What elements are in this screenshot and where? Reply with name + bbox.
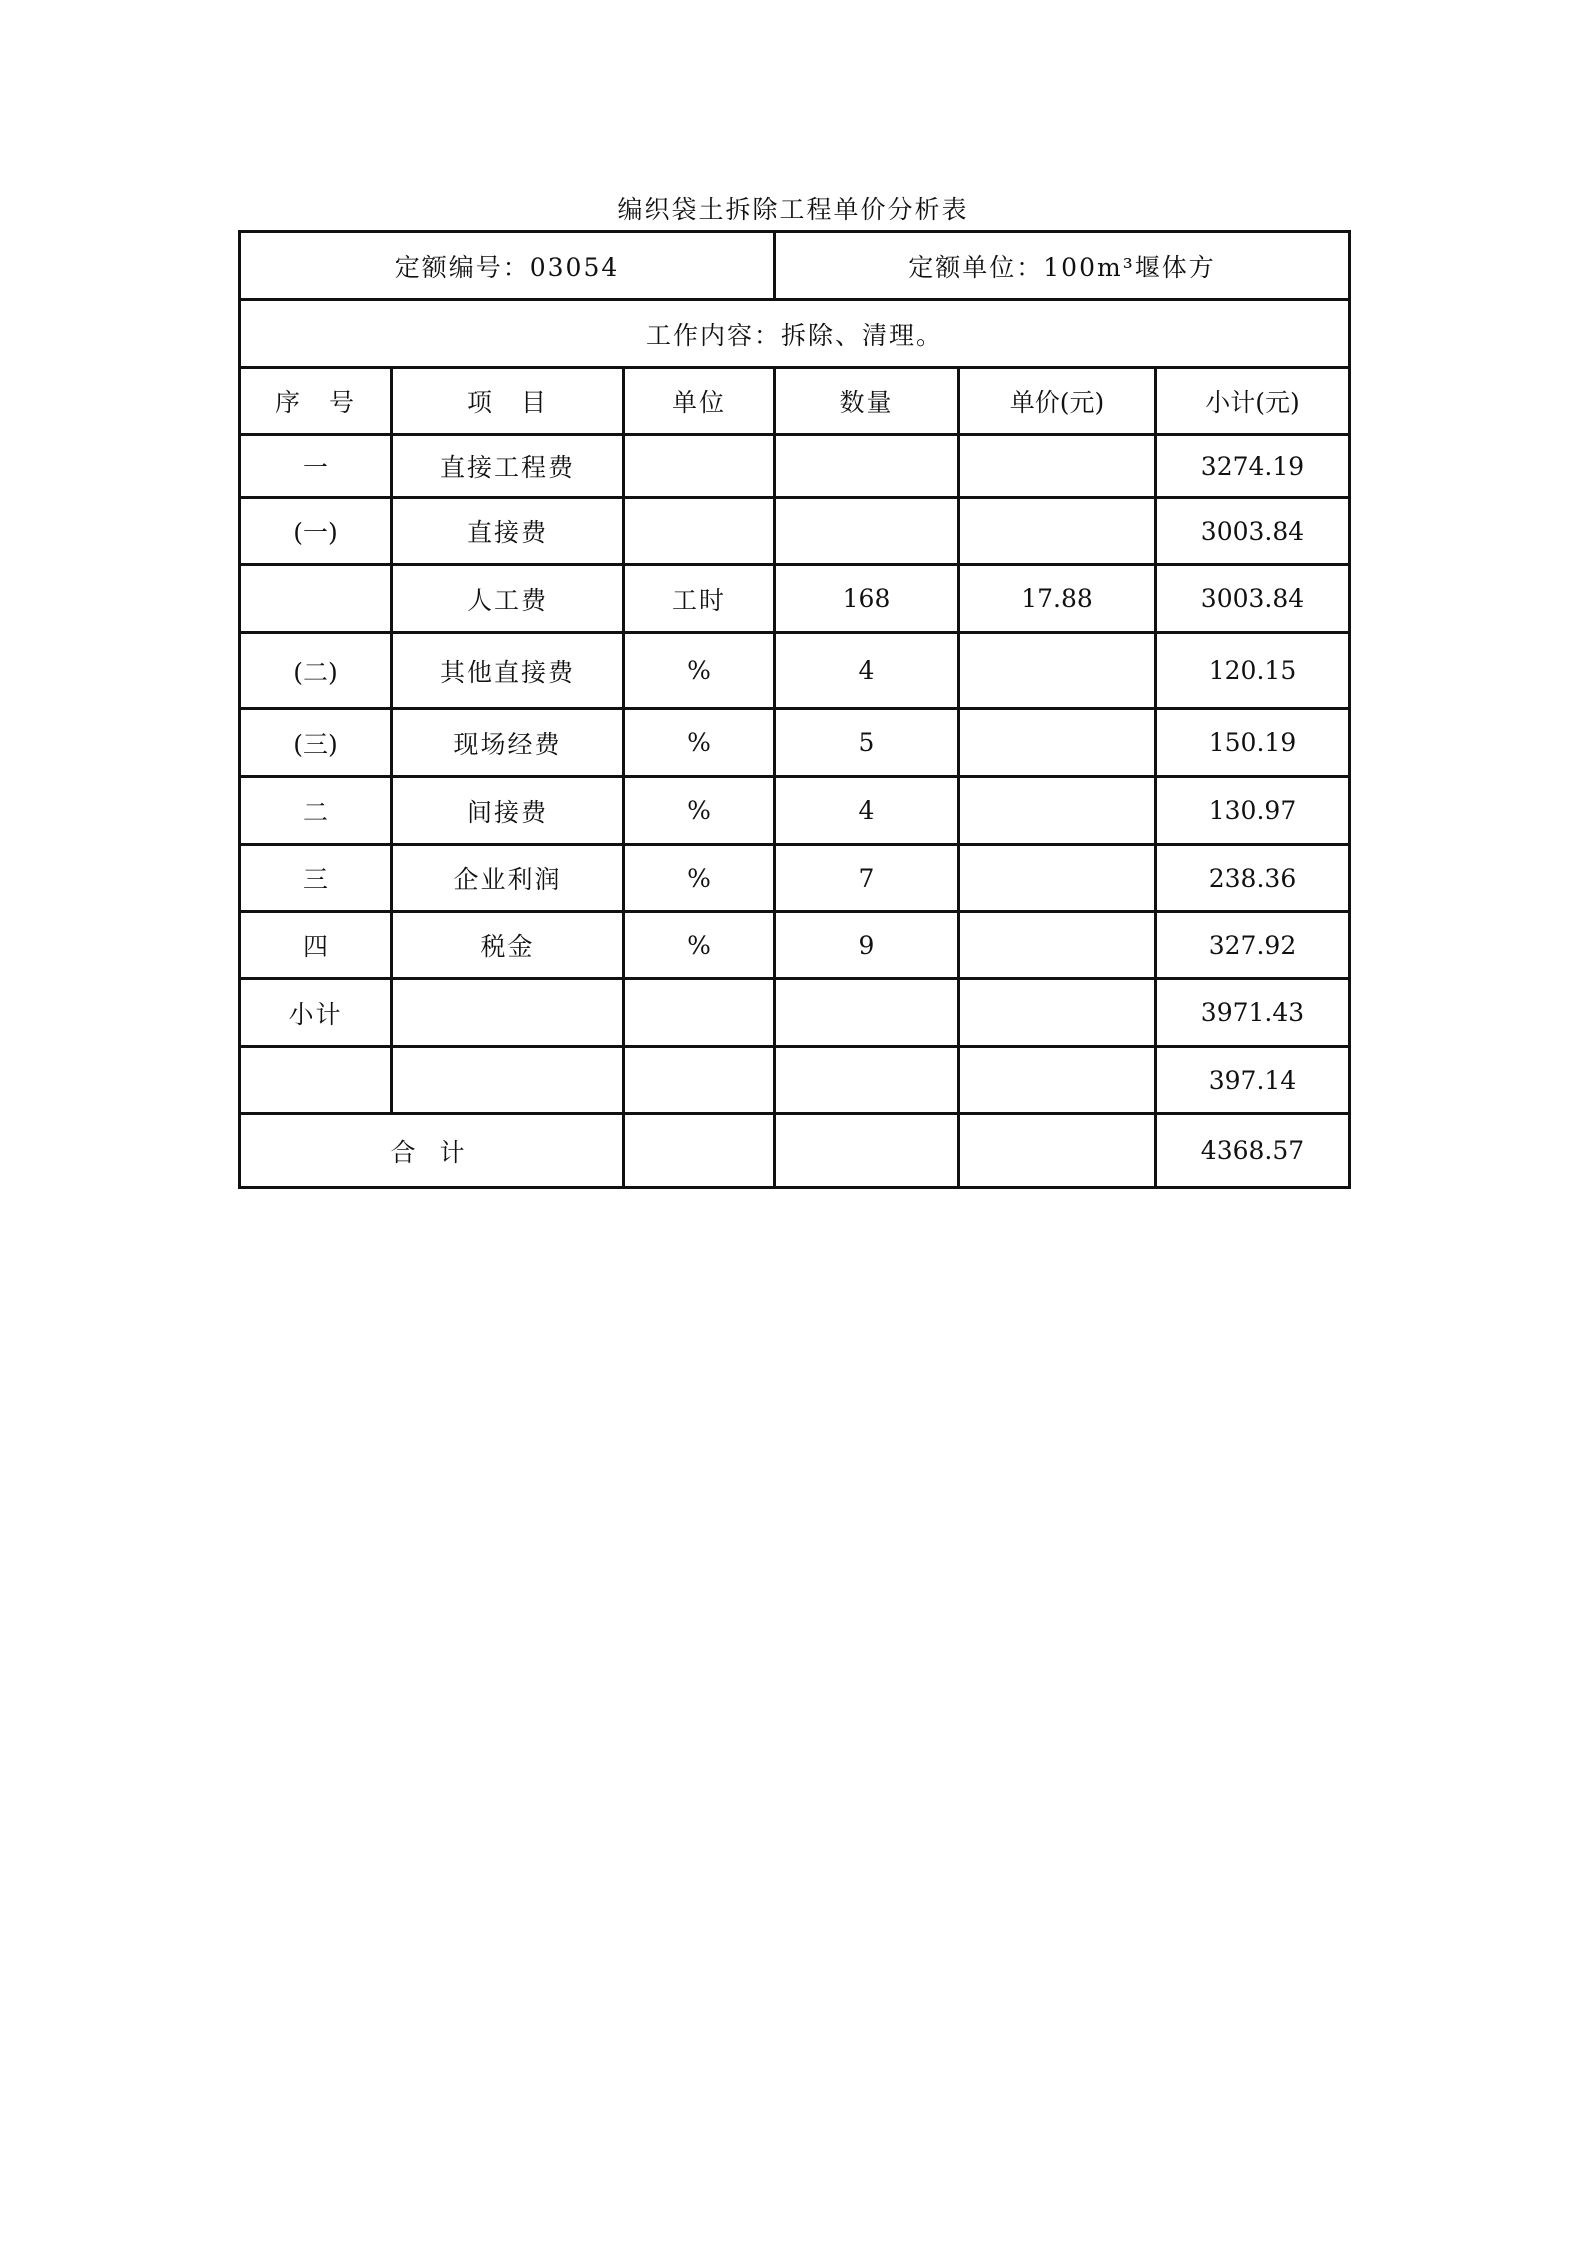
row-unit-price [959, 435, 1156, 498]
row-item: 直接费 [392, 498, 624, 565]
table-row [240, 1047, 1350, 1114]
header-unit-price: 单价(元) [959, 368, 1156, 435]
row-seq [240, 565, 392, 633]
row-item: 直接工程费 [392, 435, 624, 498]
subtotal-row [240, 979, 1350, 1047]
row-quantity: 5 [775, 709, 959, 777]
row-subtotal: 327.92 [1156, 912, 1350, 979]
row-unit-price [959, 912, 1156, 979]
header-item: 项 目 [392, 368, 624, 435]
row-seq: 一 [240, 435, 392, 498]
row-subtotal: 3003.84 [1156, 565, 1350, 633]
table-row [240, 435, 1350, 498]
row-item: 税金 [392, 912, 624, 979]
unit-price-analysis-table [238, 230, 1351, 1189]
row-seq: 三 [240, 845, 392, 912]
total-quantity [775, 1114, 959, 1188]
row-item: 现场经费 [392, 709, 624, 777]
row-unit-price [959, 777, 1156, 845]
header-seq: 序 号 [240, 368, 392, 435]
row-quantity [775, 498, 959, 565]
row-item: 人工费 [392, 565, 624, 633]
table-row [240, 912, 1350, 979]
row-subtotal: 3003.84 [1156, 498, 1350, 565]
row-seq: 四 [240, 912, 392, 979]
total-row [240, 1114, 1350, 1188]
row-seq: (二) [240, 633, 392, 709]
row-subtotal: 3274.19 [1156, 435, 1350, 498]
row-unit-price [959, 498, 1156, 565]
row-unit [624, 1047, 775, 1114]
total-unit-price [959, 1114, 1156, 1188]
row-subtotal: 130.97 [1156, 777, 1350, 845]
row-quantity: 7 [775, 845, 959, 912]
row-seq: 小计 [240, 979, 392, 1047]
header-row [240, 368, 1350, 435]
row-unit: % [624, 633, 775, 709]
row-subtotal: 238.36 [1156, 845, 1350, 912]
row-unit: % [624, 777, 775, 845]
row-unit-price [959, 633, 1156, 709]
table-row [240, 845, 1350, 912]
row-quantity [775, 1047, 959, 1114]
row-quantity [775, 979, 959, 1047]
row-item [392, 1047, 624, 1114]
row-unit [624, 435, 775, 498]
row-subtotal: 397.14 [1156, 1047, 1350, 1114]
quota-unit: 定额单位：100m³堰体方 [775, 232, 1350, 300]
row-seq: (三) [240, 709, 392, 777]
total-label: 合 计 [240, 1114, 624, 1188]
total-unit [624, 1114, 775, 1188]
row-quantity: 9 [775, 912, 959, 979]
row-unit [624, 979, 775, 1047]
row-subtotal: 150.19 [1156, 709, 1350, 777]
row-seq: 二 [240, 777, 392, 845]
table-row [240, 498, 1350, 565]
table-row [240, 633, 1350, 709]
header-quantity: 数量 [775, 368, 959, 435]
row-unit-price [959, 845, 1156, 912]
row-seq: (一) [240, 498, 392, 565]
total-subtotal: 4368.57 [1156, 1114, 1350, 1188]
row-unit: % [624, 709, 775, 777]
row-quantity: 168 [775, 565, 959, 633]
quota-info-row [240, 232, 1350, 300]
row-item: 企业利润 [392, 845, 624, 912]
row-subtotal: 3971.43 [1156, 979, 1350, 1047]
document-title: 编织袋土拆除工程单价分析表 [617, 195, 969, 224]
row-unit-price [959, 1047, 1156, 1114]
row-unit: % [624, 845, 775, 912]
row-item: 间接费 [392, 777, 624, 845]
work-content: 工作内容：拆除、清理。 [240, 300, 1350, 368]
row-item: 其他直接费 [392, 633, 624, 709]
header-subtotal: 小计(元) [1156, 368, 1350, 435]
row-unit [624, 498, 775, 565]
row-seq [240, 1047, 392, 1114]
table-row [240, 777, 1350, 845]
header-unit: 单位 [624, 368, 775, 435]
row-unit-price [959, 709, 1156, 777]
quota-number: 定额编号：03054 [240, 232, 775, 300]
row-quantity [775, 435, 959, 498]
row-unit: 工时 [624, 565, 775, 633]
row-subtotal: 120.15 [1156, 633, 1350, 709]
row-item [392, 979, 624, 1047]
row-unit-price [959, 979, 1156, 1047]
table-row [240, 565, 1350, 633]
row-unit: % [624, 912, 775, 979]
row-unit-price: 17.88 [959, 565, 1156, 633]
row-quantity: 4 [775, 633, 959, 709]
work-content-row [240, 300, 1350, 368]
table-row [240, 709, 1350, 777]
row-quantity: 4 [775, 777, 959, 845]
